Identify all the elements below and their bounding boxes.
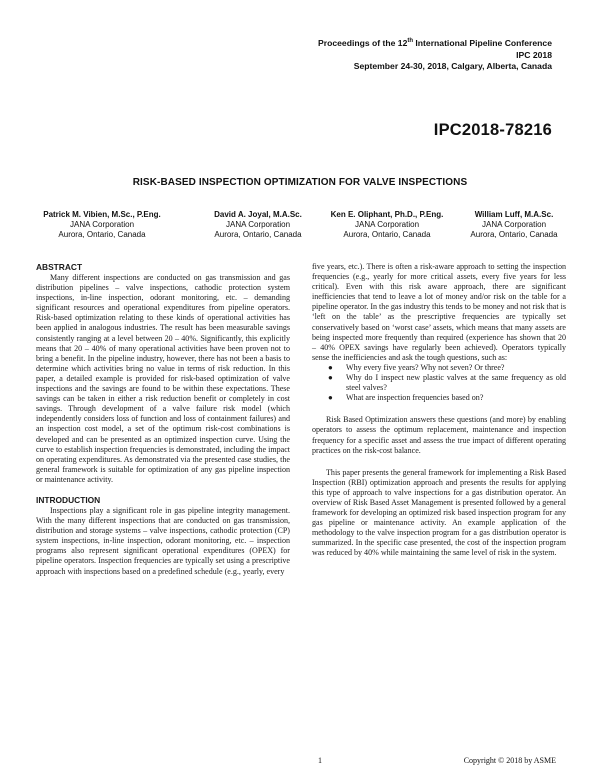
question-list (312, 363, 566, 403)
page-number: 1 (318, 756, 322, 765)
conference-dates-location: September 24-30, 2018, Calgary, Alberta, Canada (353, 61, 552, 71)
list-item: ● Why every five years? Why not seven? Or three? (328, 362, 505, 372)
author-name: William Luff, M.A.Sc. (474, 210, 554, 219)
rbo-paragraph: Risk Based Optimization answers these questions (and more) by enabling operators to assess the optimum replacement, maintenance and inspection frequency for a specific asset and assess the true impact of different operating practices on the risk-cost balance. (312, 415, 566, 455)
abstract-text: Many different inspections are conducted on gas transmission and gas distribution pipelines – valve inspections, cathodic protection system inspections, in-line inspection, odorant monitoring, etc. – demanding significant resources and operational expenditures from pipeline operators. Risk-based optimization relating to these kinds of operational activities has been applied in analogous industries. The result has been measurable savings consistently ranging at a level between 20 – 40%. Significantly, this explicitly means that 20 – 40% of many operational activities have been proven not to bring a benefit. In the pipeline industry, however, there has not been a basis to determine which activities bring no value in terms of risk reduction. In this paper, a detailed example is provided for risk-based optimization of valve inspections and the savings are found to be within these expectations. These savings can be taken in either a risk reduction benefit or completely in cost savings. Through development of a valve failure risk model (which independently considers loss of function and loss of containment failures) and an inspection cost model, a set of the optimum risk-cost combinations is developed and can be presented as an optimized inspection curve. Using the curve to establish inspection frequencies is demonstrated, including the impact on operating expenditures. As demonstrated via the presented case studies, the general framework is suitable for optimization of any gas pipeline inspection or maintenance activity. (36, 273, 290, 484)
conference-name: Proceedings of the 12th International Pipeline Conference (318, 38, 552, 48)
author-org: JANA Corporation (225, 220, 291, 229)
copyright-notice: Copyright © 2018 by ASME (463, 756, 556, 765)
list-item: ● What are inspection frequencies based on? (328, 393, 484, 403)
author-location: Aurora, Ontario, Canada (470, 230, 558, 239)
left-column (36, 262, 290, 577)
list-item: ● Why do I inspect new plastic valves at the same frequency as old steel valves? (328, 373, 566, 393)
introduction-text: Inspections play a significant role in gas pipeline integrity management. With the many different inspections that are conducted on gas transmission, distribution and storage systems – valve inspections, cathodic protection (CP) system inspections, in-line inspection, odorant monitoring, etc. – inspection programs also represent significant operational expenditures (OPEX) for pipeline operators. Inspection frequencies are typically set using a prescriptive approach with inspections based on a predefined schedule (e.g., yearly, every (36, 505, 290, 576)
author-name: David A. Joyal, M.A.Sc. (214, 210, 302, 219)
author-block (198, 210, 318, 240)
author-block (38, 210, 166, 240)
framework-paragraph: This paper presents the general framework for implementing a Risk Based Inspection (RBI) optimization approach and presents the results for applying this type of approach to valve inspections for a gas distribution operator. An overview of Risk Based Asset Management is presented followed by a general framework for developing an optimized risk based inspection program for any gas pipeline or maintenance activity. An example application of the methodology to the valve inspection program for a gas distribution operator is summarized. In the specific case presented, the cost of the inspection program was reduced by 40% while maintaining the same level of risk in the system. (312, 467, 566, 558)
introduction-heading: INTRODUCTION (36, 494, 101, 505)
author-org: JANA Corporation (69, 220, 135, 229)
bullet-icon: ● (328, 373, 333, 383)
author-block (458, 210, 570, 240)
abstract-heading: ABSTRACT (36, 262, 83, 272)
author-block (322, 210, 452, 240)
paper-id: IPC2018-78216 (433, 121, 552, 139)
author-org: JANA Corporation (481, 220, 547, 229)
bullet-icon: ● (328, 393, 333, 403)
author-name: Ken E. Oliphant, Ph.D., P.Eng. (330, 210, 444, 219)
conference-header (318, 38, 552, 73)
author-location: Aurora, Ontario, Canada (343, 230, 431, 239)
right-column (312, 262, 566, 559)
author-location: Aurora, Ontario, Canada (214, 230, 302, 239)
paper-title: RISK-BASED INSPECTION OPTIMIZATION FOR VALVE INSPECTIONS (132, 177, 468, 188)
author-location: Aurora, Ontario, Canada (58, 230, 146, 239)
introduction-text-continued: five years, etc.). There is often a risk-aware approach to setting the inspection frequencies (e.g., yearly for more critical assets, every five years for less critical). Even with this risk aware approach, there are significant inefficiencies that tend to leave a lot of money and/or risk on the table for a pipeline operator. In the gas industry this tends to be money and not risk that is ‘left on the table’ as the prescriptive frequencies are typically set conservatively based on ‘worst case’ assets, which means that many assets are being inspected more frequently than required (experience has shown that 20 – 40% OPEX savings have regularly been achieved). Operators typically sense the inefficiencies and ask the tough questions, such as: (312, 262, 566, 362)
bullet-icon: ● (328, 362, 333, 372)
conference-code: IPC 2018 (516, 49, 552, 60)
author-org: JANA Corporation (354, 220, 420, 229)
author-name: Patrick M. Vibien, M.Sc., P.Eng. (43, 210, 161, 219)
